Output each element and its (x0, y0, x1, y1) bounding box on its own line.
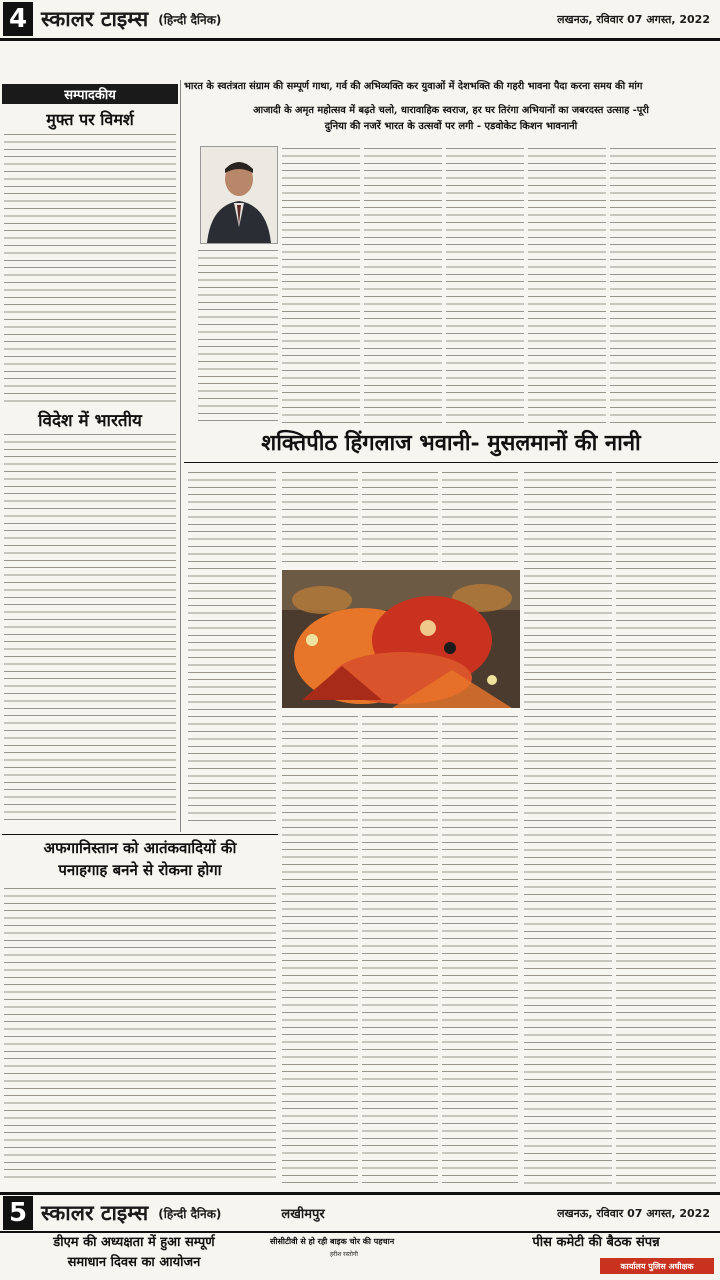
feature-body-col-7 (442, 714, 518, 1184)
masthead (0, 0, 720, 41)
next-edition-label: (हिन्दी दैनिक) (158, 1206, 222, 1221)
next-dateline: लखनऊ, रविवार 07 अगस्त, 2022 (557, 1206, 710, 1220)
next-byline-mid: हरीश रस्तोगी (330, 1251, 358, 1258)
afghan-rule (2, 834, 278, 835)
next-headline-right: पीस कमेटी की बैठक संपन्न (532, 1235, 660, 1250)
lead-body-col-5 (528, 146, 606, 424)
editorial-body-2 (4, 432, 176, 822)
next-city-label: लखीमपुर (281, 1207, 325, 1222)
next-headline-left-2: समाधान दिवस का आयोजन (67, 1255, 201, 1270)
lead-body-col-3 (364, 146, 442, 424)
lead-body-col-1 (198, 248, 278, 424)
editorial-body-1 (4, 132, 176, 402)
lead-body-col-2 (282, 146, 360, 424)
page-number: 4 (3, 2, 33, 36)
dateline: लखनऊ, रविवार 07 अगस्त, 2022 (557, 12, 710, 26)
feature-body-col-2 (282, 470, 358, 566)
lead-body-col-4 (446, 146, 524, 424)
lead-body-col-6 (610, 146, 716, 424)
next-headline-left-1: डीएम की अध्यक्षता में हुआ सम्पूर्ण (53, 1235, 215, 1250)
lead-headline-2: आजादी के अमृत महोत्सव में बढ़ते चलो, धारावाहिक स्वराज, हर घर तिरंगा अभियानों का जबरदस्त उत्साह -पूरी (253, 105, 649, 116)
feature-body-col-1 (188, 470, 276, 826)
feature-body-col-9 (616, 470, 716, 1184)
editorial-label: सम्पादकीय (2, 84, 178, 104)
brand-name: स्कालर टाइम्स (41, 6, 149, 31)
afghan-headline-2: पनाहगाह बनने से रोकना होगा (58, 861, 222, 879)
feature-body-col-6 (362, 714, 438, 1184)
next-page-masthead (0, 1192, 720, 1233)
next-stamp-right: कार्यालय पुलिस अधीक्षक (600, 1258, 714, 1274)
feature-body-col-5 (282, 714, 358, 1184)
column-rule (180, 80, 181, 832)
editorial-headline-1: मुफ्त पर विमर्श (46, 110, 134, 129)
afghan-body (4, 886, 276, 1184)
author-photo (200, 146, 278, 244)
feature-rule (184, 462, 718, 463)
feature-body-col-8 (524, 470, 612, 1184)
next-page-headlines (0, 1232, 720, 1280)
lead-headline-1: भारत के स्वतंत्रता संग्राम की सम्पूर्ण गाथा, गर्व की अभिव्यक्ति कर युवाओं में देशभक्ति की गहरी भावना पैदा करना समय की मांग (184, 81, 643, 92)
editorial-headline-2: विदेश में भारतीय (38, 411, 142, 431)
next-headline-mid: सीसीटीवी से हो रही बाइक चोर की पहचान (270, 1236, 395, 1246)
feature-body-col-4 (442, 470, 518, 566)
feature-body-col-3 (362, 470, 438, 566)
temple-deity-photo (282, 570, 520, 708)
next-brand-name: स्कालर टाइम्स (41, 1200, 149, 1225)
edition-label: (हिन्दी दैनिक) (158, 12, 222, 27)
afghan-headline-1: अफगानिस्तान को आतंकवादियों की (43, 839, 237, 857)
next-page-number: 5 (3, 1196, 33, 1230)
feature-headline: शक्तिपीठ हिंगलाज भवानी- मुसलमानों की नानी (261, 430, 641, 456)
lead-headline-3: दुनिया की नजरें भारत के उत्सवों पर लगी - एडवोकेट किशन भावनानी (324, 121, 578, 132)
